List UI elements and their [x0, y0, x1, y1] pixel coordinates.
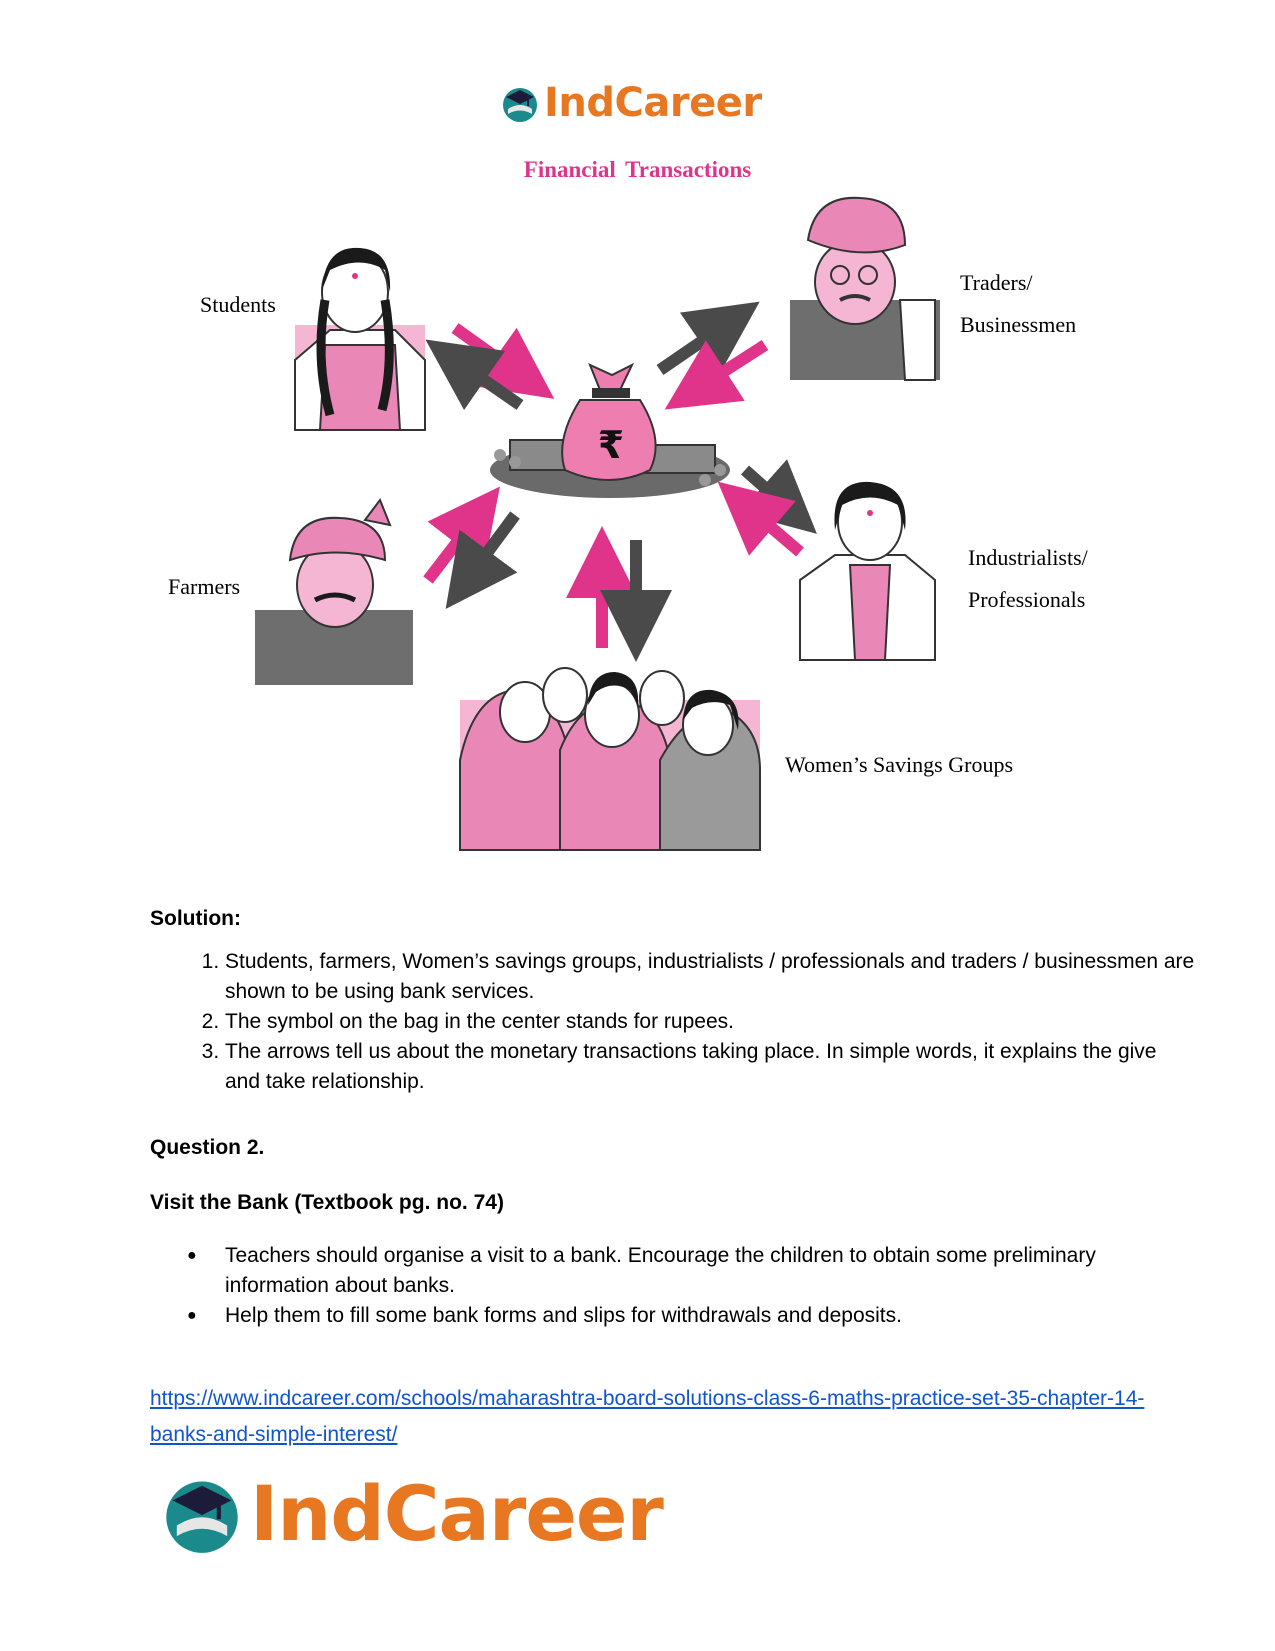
arrow-bank-to-traders [660, 322, 730, 370]
label-traders-line1: Traders/ [960, 270, 1033, 295]
solution-item: 1. Students, farmers, Women’s savings groups, industrialists / professionals and traders / businessmen are shown to be using bank services. [225, 947, 1195, 1007]
solution-list [150, 947, 1195, 1097]
farmer-illustration [255, 500, 413, 685]
solution-item: 2. The symbol on the bag in the center stands for rupees. [225, 1007, 1195, 1037]
figure-title: Financial Transactions [523, 157, 752, 182]
student-girl-illustration [295, 248, 425, 430]
label-traders-line2: Businessmen [960, 312, 1077, 337]
footer-logo-text: IndCareer [250, 1468, 663, 1558]
professional-woman-illustration [800, 482, 935, 660]
rupee-symbol: ₹ [597, 423, 625, 467]
source-link[interactable]: https://www.indcareer.com/schools/maharashtra-board-solutions-class-6-maths-practice-set-35-chapter-14-banks-and-simple-interest/ [150, 1387, 1145, 1446]
label-farmers: Farmers [168, 574, 241, 599]
footer-logo [160, 1468, 663, 1558]
label-womens-groups: Women’s Savings Groups [785, 752, 1014, 777]
label-students: Students [200, 292, 276, 317]
arrow-industrialists-to-bank [745, 505, 800, 552]
question-subheading: Visit the Bank (Textbook pg. no. 74) [150, 1191, 504, 1214]
bullet-item: ● Help them to fill some bank forms and slips for withdrawals and deposits. [225, 1301, 1195, 1331]
womens-group-illustration [460, 668, 760, 850]
label-industrialists-line1: Industrialists/ [968, 545, 1088, 570]
label-industrialists-line2: Professionals [968, 587, 1086, 612]
question-heading: Question 2. [150, 1136, 265, 1159]
question-bullet-list [150, 1241, 1195, 1331]
trader-illustration [790, 198, 940, 380]
bullet-item: ● Teachers should organise a visit to a bank. Encourage the children to obtain some preliminary information about banks. [225, 1241, 1195, 1301]
header-logo-text: IndCareer [544, 80, 762, 126]
graduation-cap-logo-icon [160, 1471, 244, 1555]
solution-item: 3. The arrows tell us about the monetary transactions taking place. In simple words, it explains the give and take relationship. [225, 1037, 1195, 1097]
arrow-traders-to-bank [695, 345, 765, 390]
solution-heading: Solution: [150, 907, 241, 930]
